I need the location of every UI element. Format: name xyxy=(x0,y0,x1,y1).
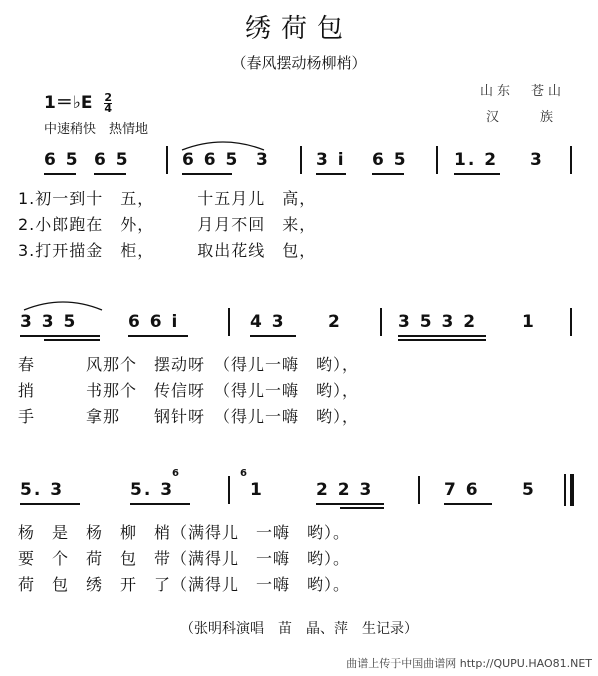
lyric-verse-1: 1.初一到十 五， 十五月儿 高， xyxy=(18,189,317,208)
lyric-verse-2: 要 个 荷 包 带（满得儿 一嗨 哟）。 xyxy=(18,549,351,568)
lyric-verse-2: 2.小郎跑在 外， 月月不回 来， xyxy=(18,215,317,234)
lyric-verse-3: 手 拿那 钢针呀 （得儿一嗨 哟）， xyxy=(18,407,360,426)
final-barline-thin xyxy=(564,474,566,506)
tempo-marking: 中速稍快 热情地 xyxy=(44,122,149,137)
lyric-verse-1: 春 风那个 摆动呀 （得儿一嗨 哟）， xyxy=(18,355,360,374)
barline xyxy=(228,308,230,336)
note-group: 6 5 xyxy=(372,150,408,170)
grace-note: 6 xyxy=(240,468,247,479)
note-group: 1 xyxy=(522,312,536,332)
barline xyxy=(570,308,572,336)
slur xyxy=(22,298,104,312)
note-group: 2 xyxy=(328,312,342,332)
key-label: 1＝♭E xyxy=(44,93,93,113)
time-top: 2 xyxy=(104,90,113,104)
note-group: 4 3 xyxy=(250,312,286,332)
beam xyxy=(398,335,486,337)
region-label: 山东 苍山 xyxy=(480,84,566,99)
grace-note: 6 xyxy=(172,468,179,479)
note-group: 3 xyxy=(530,150,544,170)
note-group: 3 i xyxy=(316,150,346,170)
beam xyxy=(20,335,100,337)
beam xyxy=(128,335,188,337)
beam xyxy=(182,173,232,175)
barline xyxy=(380,308,382,336)
lyric-verse-2: 捎 书那个 传信呀 （得儿一嗨 哟）， xyxy=(18,381,360,400)
note-group: 2 2 3 xyxy=(316,480,374,500)
barline xyxy=(166,146,168,174)
note-group: 6 6 i xyxy=(128,312,180,332)
beam xyxy=(316,173,346,175)
barline xyxy=(570,146,572,174)
note-group: 3 3 5 xyxy=(20,312,78,332)
beam xyxy=(94,173,126,175)
note-group: 1 xyxy=(250,480,264,500)
beam xyxy=(20,503,80,505)
note-group: 7 6 xyxy=(444,480,480,500)
barline xyxy=(418,476,420,504)
performer-credit: （张明科演唱 苗 晶、萍 生记录） xyxy=(180,621,418,637)
time-bottom: 4 xyxy=(104,101,113,115)
beam xyxy=(44,339,100,341)
note-group: 1. 2 xyxy=(454,150,499,170)
beam xyxy=(130,503,190,505)
lyric-verse-3: 3.打开描金 柜， 取出花线 包， xyxy=(18,241,317,260)
key-signature xyxy=(44,88,112,114)
lyric-verse-1: 杨 是 杨 柳 梢（满得儿 一嗨 哟）。 xyxy=(18,523,351,542)
note-group: 5. 3 xyxy=(20,480,65,500)
barline xyxy=(300,146,302,174)
beam xyxy=(340,507,384,509)
site-watermark: 曲谱上传于中国曲谱网 http://QUPU.HAO81.NET xyxy=(346,657,592,670)
beam xyxy=(44,173,76,175)
barline xyxy=(436,146,438,174)
note-group: 3 xyxy=(256,150,270,170)
time-signature xyxy=(104,90,113,115)
beam xyxy=(316,503,384,505)
note-group: 3 5 3 2 xyxy=(398,312,478,332)
note-group: 6 6 5 xyxy=(182,150,240,170)
note-group: 5 xyxy=(522,480,536,500)
beam xyxy=(454,173,500,175)
song-title: 绣荷包 xyxy=(244,14,353,44)
final-barline-thick xyxy=(570,474,574,506)
beam xyxy=(250,335,296,337)
beam xyxy=(372,173,404,175)
beam xyxy=(444,503,492,505)
note-group: 6 5 xyxy=(44,150,80,170)
barline xyxy=(228,476,230,504)
song-subtitle: （春风摆动杨柳梢） xyxy=(231,54,367,72)
beam xyxy=(398,339,486,341)
ethnic-label: 汉 族 xyxy=(486,110,568,125)
lyric-verse-3: 荷 包 绣 开 了（满得儿 一嗨 哟）。 xyxy=(18,575,351,594)
note-group: 6 5 xyxy=(94,150,130,170)
note-group: 5. 3 xyxy=(130,480,175,500)
